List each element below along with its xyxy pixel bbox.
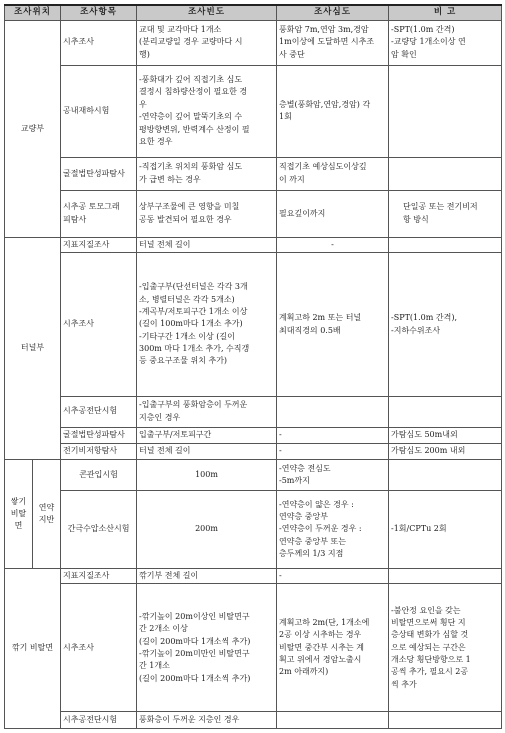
table-row <box>5 491 502 569</box>
frequency-cell: 상부구조물에 큰 영향을 미칠 공동 발견되어 필요한 경우 <box>137 190 277 237</box>
note-cell: 가탐심도 200m 내외 <box>389 443 502 459</box>
note-cell: -SPT(1.0m 간격) -교량당 1개소이상 연 암 확인 <box>389 20 502 65</box>
item-cell: 시추조사 <box>61 253 137 397</box>
survey-table <box>4 4 502 729</box>
frequency-cell: 풍화층이 두꺼운 지층인 경우 <box>137 712 277 729</box>
category-embankment: 쌓기 비탈 면 <box>5 460 33 569</box>
header-note: 비 고 <box>389 5 502 20</box>
depth-cell: 직접기초 예상심도이상깊 이 까지 <box>277 157 389 190</box>
depth-cell <box>277 712 389 729</box>
frequency-cell: 터널 전체 길이 <box>137 237 277 252</box>
depth-cell: - <box>277 237 389 252</box>
note-cell <box>389 396 502 427</box>
header-row <box>5 5 502 20</box>
header-location: 조사위치 <box>5 5 61 20</box>
depth-cell: 계획고하 2m(단, 1개소에 2공 이상 시추하는 경우 비탈면 중간부 시추는 계 획고 위에서 경암노출시 2m 아래까지) <box>277 584 389 712</box>
depth-cell: -연약층이 얇은 경우 : 연약층 중앙부 -연약층이 두꺼운 경우 : 연약층 중앙부 또는 층두께의 1/3 지점 <box>277 491 389 569</box>
item-cell: 시추공전단시험 <box>61 396 137 427</box>
item-cell: 굴절법탄성파탐사 <box>61 427 137 443</box>
item-cell: 시추공전단시험 <box>61 712 137 729</box>
frequency-cell: -풍화대가 깊어 직접기초 심도 결정시 침하량산정이 필요한 경 우 -연약층이 깊어 말뚝기초의 수 평방향변위, 반력계수 산정이 필 요한 경우 <box>137 65 277 157</box>
table-row <box>5 157 502 190</box>
note-cell <box>389 460 502 491</box>
subcategory-soft-ground: 연약 지반 <box>33 460 61 569</box>
depth-cell: -연약층 전심도 -5m까지 <box>277 460 389 491</box>
table-row <box>5 190 502 237</box>
item-cell: 지표지질조사 <box>61 568 137 583</box>
item-cell: 공내재하시험 <box>61 65 137 157</box>
item-cell: 시추조사 <box>61 584 137 712</box>
frequency-cell: -직접기초 위치의 풍화암 심도 가 급변 하는 경우 <box>137 157 277 190</box>
table-row <box>5 427 502 443</box>
table-row <box>5 65 502 157</box>
table-row <box>5 396 502 427</box>
note-cell: -불안정 요인을 갖는 비탈면으로써 횡단 지 층상태 변화가 심할 것 으로 예상되는 구간은 개소당 횡단방향으로 1 공씩 추가, 필요시 2공 씩 추가 <box>389 584 502 712</box>
table-row <box>5 712 502 729</box>
depth-cell: 계획고하 2m 또는 터널 최대직경의 0.5배 <box>277 253 389 397</box>
header-item: 조사항목 <box>61 5 137 20</box>
depth-cell: - <box>277 568 389 583</box>
table-row <box>5 568 502 583</box>
frequency-cell: -깎기높이 20m이상인 비탈면구 간 2개소 이상 (길이 200m마다 1개소씩 추가) -깎기높이 20m미만인 비탈면구 간 1개소 (길이 200m마다 1개소씩 추가) <box>137 584 277 712</box>
depth-cell <box>277 396 389 427</box>
table-row <box>5 20 502 65</box>
category-bridge: 교량부 <box>5 20 61 237</box>
frequency-cell: 터널 전체 길이 <box>137 443 277 459</box>
depth-cell: 층별(풍화암,연암,경암) 각 1회 <box>277 65 389 157</box>
item-cell: 전기비저항탐사 <box>61 443 137 459</box>
frequency-cell: -입출구부의 풍화암층이 두꺼운 지층인 경우 <box>137 396 277 427</box>
table-row <box>5 443 502 459</box>
frequency-cell: 입출구부/저토피구간 <box>137 427 277 443</box>
item-cell: 시추조사 <box>61 20 137 65</box>
frequency-cell: 깎기부 전체 길이 <box>137 568 277 583</box>
item-cell: 간극수압소산시험 <box>61 491 137 569</box>
category-cut-slope: 깎기 비탈면 <box>5 568 61 728</box>
table-row <box>5 584 502 712</box>
frequency-cell: 200m <box>137 491 277 569</box>
note-cell <box>389 712 502 729</box>
frequency-cell: 교대 및 교각마다 1개소 (분리교량일 경우 교량마다 시 행) <box>137 20 277 65</box>
note-cell: 가탐심도 50m내외 <box>389 427 502 443</box>
note-cell <box>389 568 502 583</box>
item-cell: 굴절법탄성파탐사 <box>61 157 137 190</box>
table-row <box>5 253 502 397</box>
note-cell <box>389 65 502 157</box>
depth-cell: - <box>277 427 389 443</box>
table-row <box>5 460 502 491</box>
item-cell: 시추공 토모그래 피탐사 <box>61 190 137 237</box>
frequency-cell: -입출구부(단선터널은 각각 3개 소, 병렬터널은 각각 5개소) -계곡부/저토피구간 1개소 이상 (길이 100m마다 1개소 추가) -기타구간 1개소 이상 (길이 300m 마다 1개소 추가, 수직갱 등 중요구조물 위치 추가) <box>137 253 277 397</box>
header-depth: 조사심도 <box>277 5 389 20</box>
note-cell: -SPT(1.0m 간격), -지하수위조사 <box>389 253 502 397</box>
depth-cell: - <box>277 443 389 459</box>
note-cell: -1회/CPTu 2회 <box>389 491 502 569</box>
table-row <box>5 237 502 252</box>
item-cell: 지표지질조사 <box>61 237 137 252</box>
note-cell <box>389 237 502 252</box>
note-cell: 단일공 또는 전기비저 항 방식 <box>389 190 502 237</box>
depth-cell: 필요깊이까지 <box>277 190 389 237</box>
frequency-cell: 100m <box>137 460 277 491</box>
header-frequency: 조사빈도 <box>137 5 277 20</box>
depth-cell: 풍화암 7m,연암 3m,경암 1m이상에 도달하면 시추조 사 중단 <box>277 20 389 65</box>
category-tunnel: 터널부 <box>5 237 61 459</box>
item-cell: 콘관입시험 <box>61 460 137 491</box>
note-cell <box>389 157 502 190</box>
survey-table-sheet <box>4 4 501 729</box>
